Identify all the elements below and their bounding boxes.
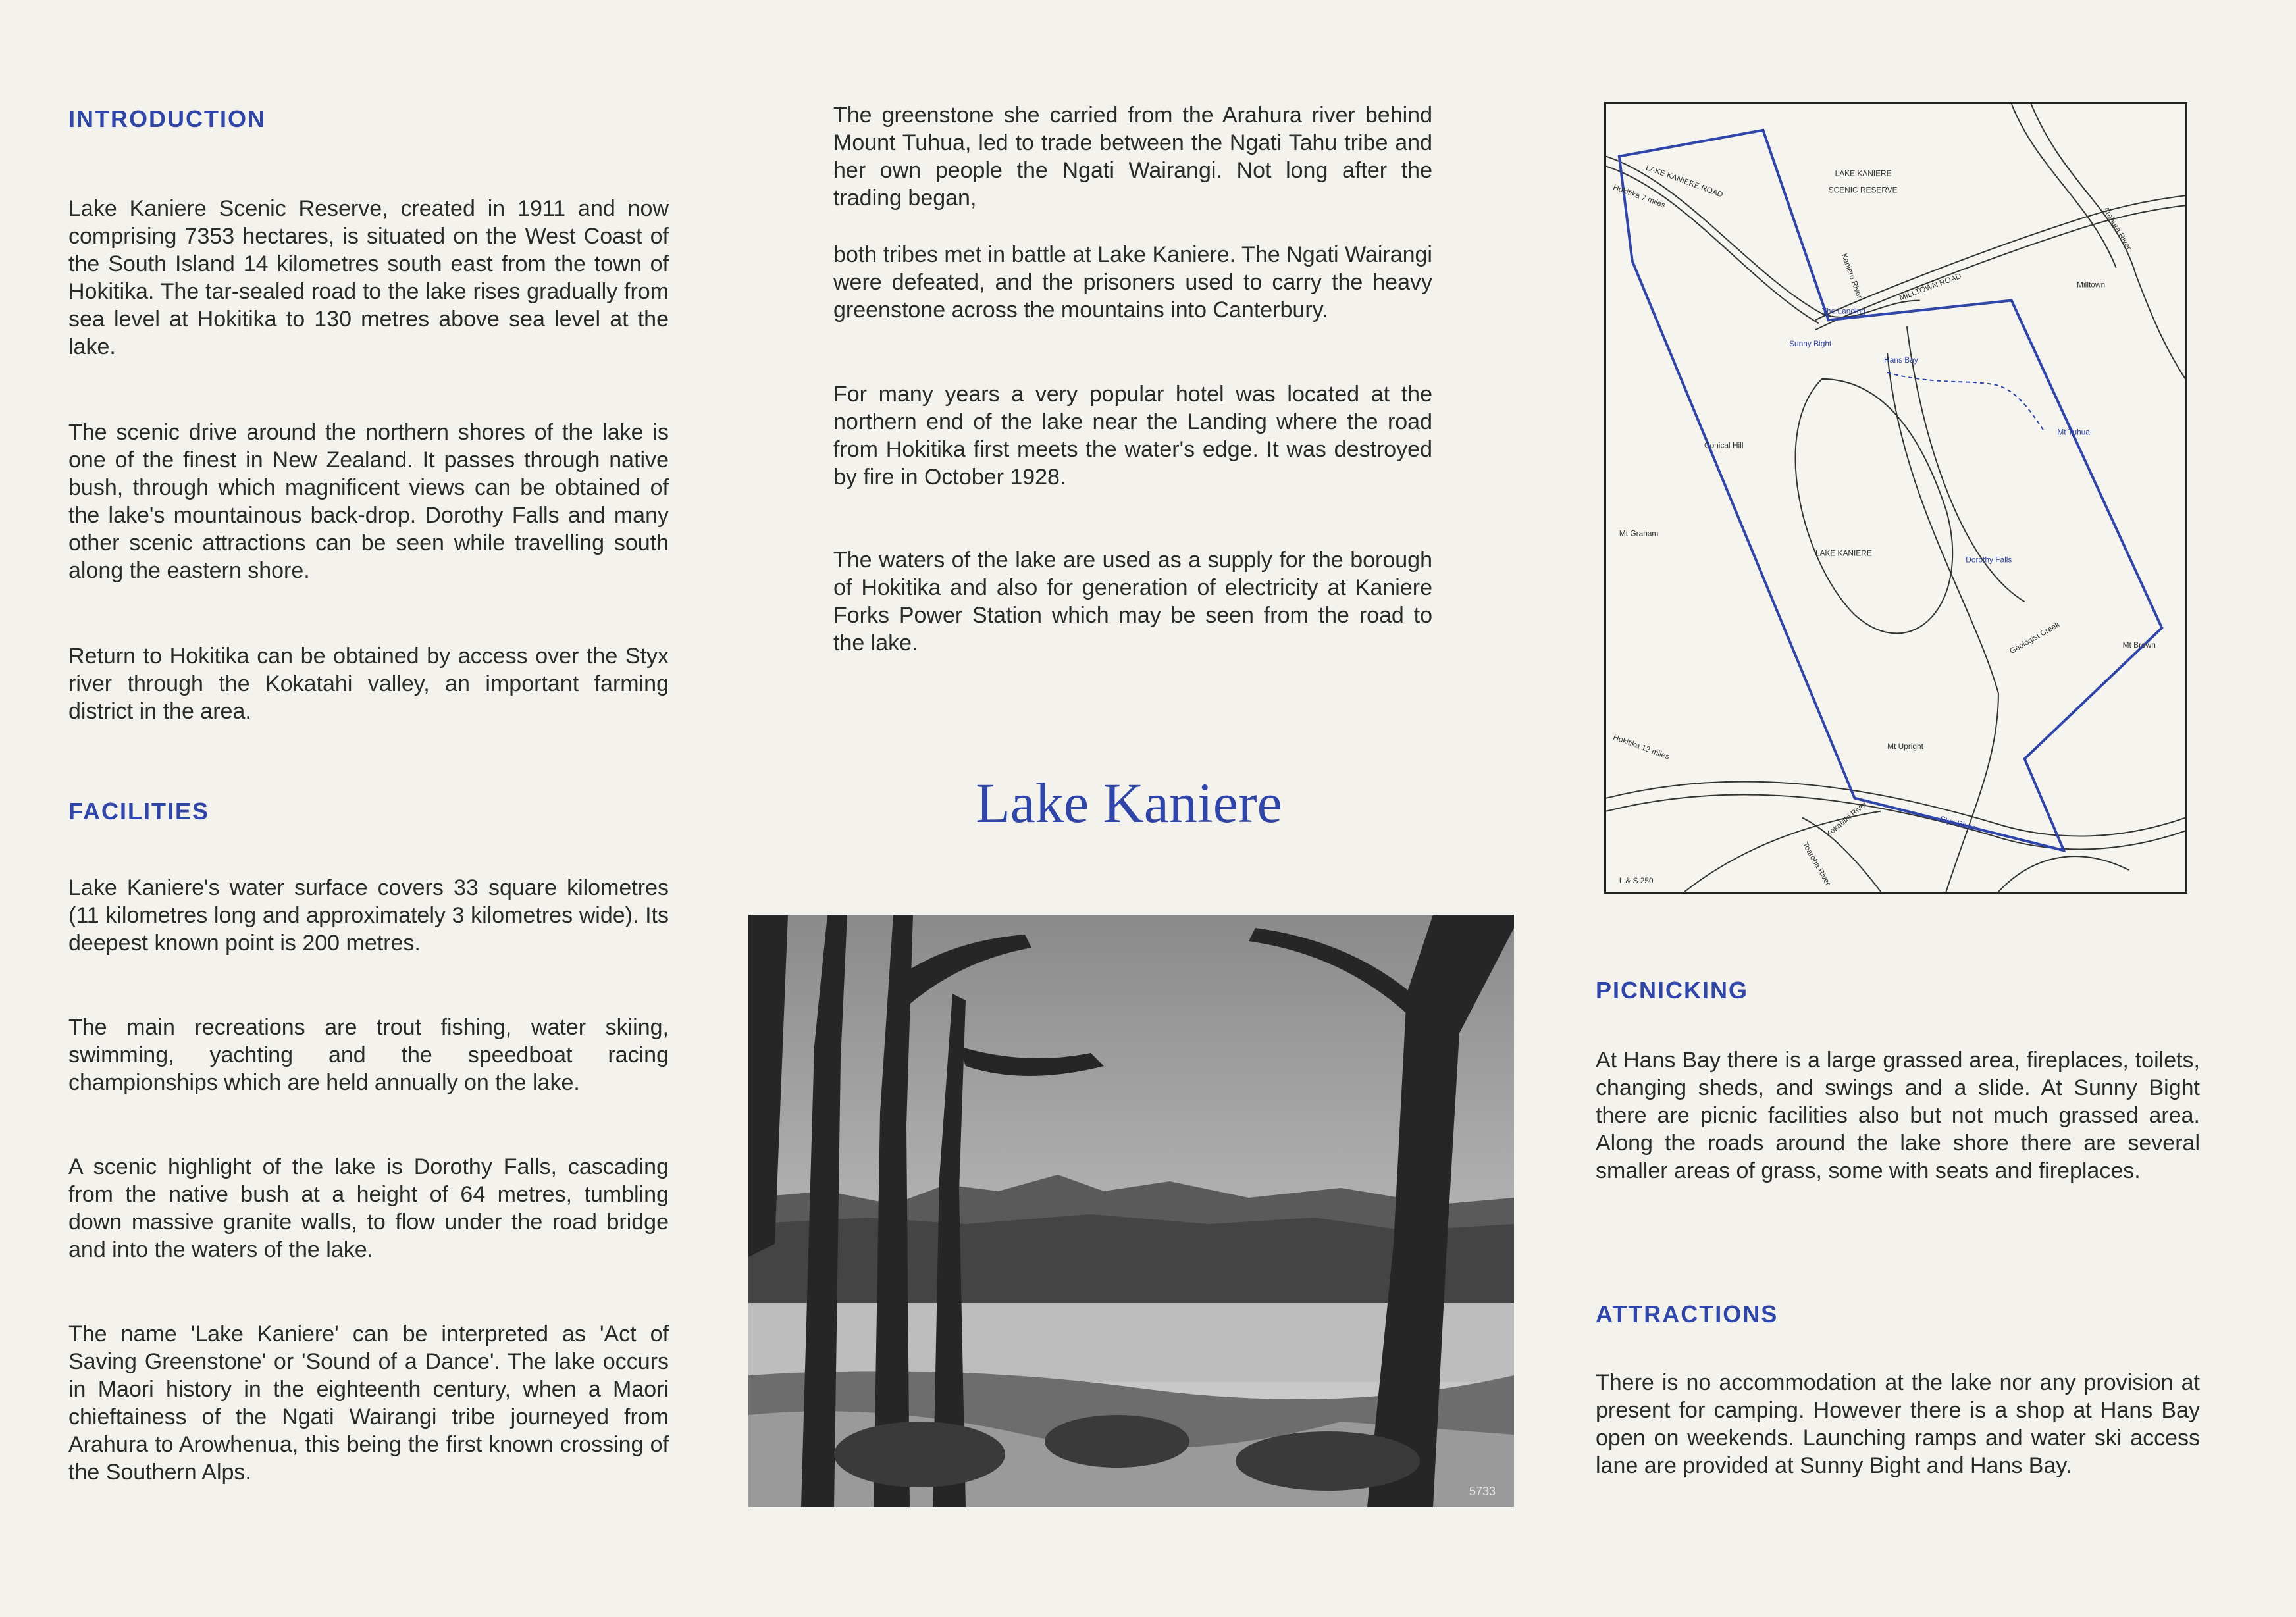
map-hokitika-7: Hokitika 7 miles (1611, 182, 1667, 210)
lake-photo-illustration (748, 915, 1514, 1507)
map-reserve-label-2: SCENIC RESERVE (1828, 185, 1898, 195)
map-toaroha-river: Toaroha River (1800, 840, 1833, 888)
map-geologist-creek: Geologist Creek (2008, 619, 2062, 656)
history-paragraph-1: The greenstone she carried from the Arahura river behind Mount Tuhua, led to trade between the Ngati Tahu tribe and her own people the Ngati Wairangi. Not long after the trading began, (833, 103, 1432, 211)
map-mt-tuhua: Mt Tuhua (2057, 427, 2090, 437)
map-mt-brown: Mt Brown (2122, 640, 2156, 650)
intro-paragraph-2: The scenic drive around the northern shores of the lake is one of the finest in New Zealand. It passes through native bush, through which magnificent views can be obtained of the lake's mountainous back-drop. Dorothy Falls and many other scenic attractions can be seen while travelling south along the eastern shore. (68, 420, 669, 583)
map-dorothy-falls: Dorothy Falls (1966, 555, 2012, 565)
facilities-paragraph-1: Lake Kaniere's water surface covers 33 square kilometres (11 kilometres long and approximately 3 kilometres wide). Its deepest known point is 200 metres. (68, 875, 669, 956)
map-conical-hill: Conical Hill (1704, 440, 1744, 450)
attractions-paragraph: There is no accommodation at the lake nor any provision at present for camping. However there is a shop at Hans Bay open on weekends. Launching ramps and water ski access lane are provided at Sunny Bight and Hans Bay. (1596, 1370, 2200, 1478)
map-hokitika-12: Hokitika 12 miles (1611, 732, 1671, 761)
picnicking-heading: PICNICKING (1596, 977, 1749, 1004)
facilities-paragraph-3: A scenic highlight of the lake is Dorothy Falls, cascading from the native bush at a height of 64 metres, tumbling down massive granite walls, to flow under the road bridge and into the waters of the lake. (68, 1154, 669, 1262)
picnicking-paragraph: At Hans Bay there is a large grassed area, fireplaces, toilets, changing sheds, and swings and a slide. At Sunny Bight there are picnic facilities also but not much grassed area. Along the roads around the lake shore there are several smaller areas of grass, some with seats and fireplaces. (1596, 1048, 2200, 1183)
map-mt-graham: Mt Graham (1619, 528, 1659, 538)
map-lake-label: LAKE KANIERE (1815, 548, 1872, 558)
facilities-paragraph-4: The name 'Lake Kaniere' can be interpreted as 'Act of Saving Greenstone' or 'Sound of a Dance'. The lake occurs in Maori history in the eighteenth century, when a Maori chieftainess of the Ngati Wairangi tribe journeyed from Arahura to Arowhenua, this being the first known crossing of the Southern Alps. (68, 1322, 669, 1485)
facilities-paragraph-2: The main recreations are trout fishing, water skiing, swimming, yachting and the speedboat racing championships which are held annually on the lake. (68, 1015, 669, 1095)
map-arahura-river: Arahura River (2101, 205, 2134, 252)
map-mt-upright: Mt Upright (1887, 742, 1923, 752)
lake-photograph (748, 915, 1514, 1507)
map-code: L & S 250 (1619, 876, 1654, 886)
intro-paragraph-3: Return to Hokitika can be obtained by access over the Styx river through the Kokatahi valley, an important farming district in the area. (68, 644, 669, 724)
map-reserve-label-1: LAKE KANIERE (1835, 168, 1892, 178)
history-paragraph-3: For many years a very popular hotel was located at the northern end of the lake near the Landing where the road from Hokitika first meets the water's edge. It was destroyed by fire in October 1928. (833, 382, 1432, 490)
map-kaniere-river: Kaniere River (1839, 252, 1865, 300)
map-road-label: LAKE KANIERE ROAD (1644, 163, 1725, 199)
map-milltown-road: MILLTOWN ROAD (1898, 271, 1963, 303)
history-paragraph-4: The waters of the lake are used as a supply for the borough of Hokitika and also for generation of electricity at Kaniere Forks Power Station which may be seen from the road to the lake. (833, 548, 1432, 655)
page-title: Lake Kaniere (976, 771, 1282, 834)
introduction-heading: INTRODUCTION (68, 105, 266, 132)
map-the-landing: The Landing (1821, 306, 1866, 316)
map-styx-river: Styx River (1939, 813, 1976, 833)
map-sunny-bight: Sunny Bight (1789, 339, 1832, 349)
intro-paragraph-1: Lake Kaniere Scenic Reserve, created in 1911 and now comprising 7353 hectares, is situated on the West Coast of the South Island 14 kilometres south east from the town of Hokitika. The tar-sealed road to the lake rises gradually from sea level at Hokitika to 130 metres above sea level at the lake. (68, 196, 669, 359)
photo-number: 5733 (1469, 1485, 1496, 1498)
map-hans-bay: Hans Bay (1884, 355, 1918, 365)
map-milltown: Milltown (2077, 280, 2106, 290)
attractions-heading: ATTRACTIONS (1596, 1300, 1779, 1327)
map-illustration (1606, 104, 2185, 892)
reserve-map (1604, 102, 2187, 894)
history-paragraph-2: both tribes met in battle at Lake Kaniere. The Ngati Wairangi were defeated, and the prisoners used to carry the heavy greenstone across the mountains into Canterbury. (833, 242, 1432, 322)
map-kokatahi-river: Kokatahi River (1823, 799, 1869, 839)
facilities-heading: FACILITIES (68, 798, 210, 825)
